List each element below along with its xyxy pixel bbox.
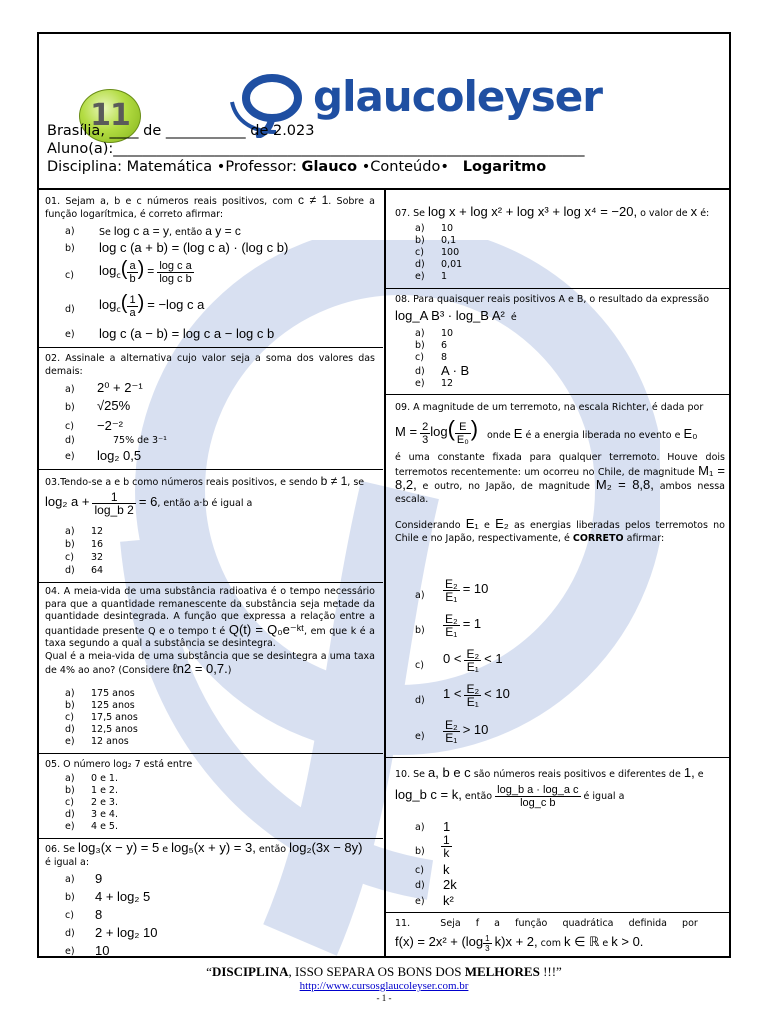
q10-b-value: $\frac{1}{k}$ <box>443 833 450 860</box>
q04-c-value: 17,5 anos <box>91 712 138 723</box>
q07-option-a: a) <box>415 223 425 234</box>
q05-option-d: d) <box>65 809 75 820</box>
page-number: - 1 - <box>376 993 392 1003</box>
question-05: 05. O número log₂ 7 está entre <box>45 759 193 770</box>
topic-name: Logaritmo <box>462 159 547 175</box>
q08-option-e: e) <box>415 378 425 389</box>
q09-d-formula: 1 < $\frac{\text{E₂}}{\text{E₁}}$ < 10 <box>443 682 510 709</box>
q04-option-c: c) <box>65 712 74 723</box>
q02-c-formula: −2⁻² <box>97 418 124 433</box>
q08-b-value: 6 <box>441 340 448 351</box>
q01-option-b: b) <box>65 243 75 254</box>
q07-option-d: d) <box>415 259 425 270</box>
q10-c-value: k <box>443 862 450 877</box>
q01-a-text: Se log c a = y, então a y = c <box>99 224 241 238</box>
question-01 <box>45 194 375 221</box>
page-frame <box>37 32 731 958</box>
right-column <box>383 190 729 956</box>
separator <box>39 753 383 754</box>
q06-option-c: c) <box>65 910 74 921</box>
q10-a-value: 1 <box>443 819 451 834</box>
q05-option-e: e) <box>65 821 75 832</box>
q03-formula: log₂ a + $\frac{1}{\log\_b 2}$ = 6, então a·b é igual a <box>45 490 253 517</box>
q10-formula: log_b c = k, então $\frac{\text{log\_b a · log\_a c}}{\text{log\_c b}}$ é igual a <box>395 784 625 809</box>
q08-formula: log_A B³ · log_B A² é <box>395 308 517 323</box>
q01-c-formula: $\log_c$( $\frac{a}{b}$ ) = $\frac{\text{log c a}}{\text{log c b}}$ <box>99 258 192 285</box>
q01-stem-2: . Sobre a função logarítmica, é correto afirmar: <box>45 196 376 220</box>
professor-name: Glauco <box>301 159 358 175</box>
q03-option-d: d) <box>65 565 75 576</box>
q01-option-d: d) <box>65 304 75 315</box>
q08-option-b: b) <box>415 340 425 351</box>
q05-e-value: 4 e 5. <box>91 821 118 832</box>
q06-c-value: 8 <box>95 907 103 922</box>
q02-b-formula: √25% <box>97 398 131 413</box>
question-10: 10. Se a, b e c são números reais positivos e diferentes de 1, e <box>395 765 704 780</box>
q07-c-value: 100 <box>441 247 460 258</box>
q01-option-c: c) <box>65 270 74 281</box>
q05-a-value: 0 e 1. <box>91 773 118 784</box>
q10-option-e: e) <box>415 896 425 907</box>
date-line: Brasília, ____ de ___________ de 2.023 <box>47 123 315 139</box>
q09-option-c: c) <box>415 660 424 671</box>
left-column <box>39 190 383 956</box>
q07-b-value: 0,1 <box>441 235 457 246</box>
q09-option-e: e) <box>415 731 425 742</box>
q09-option-b: b) <box>415 625 425 636</box>
question-08: 08. Para quaisquer reais positivos A e B, o resultado da expressão <box>395 294 710 305</box>
q06-a-value: 9 <box>95 871 103 886</box>
question-04: 04. A meia-vida de uma substância radioativa é o tempo necessário para que a quantidade remanescente da substância seja metade da quantidade desintegrada. A função que expressa a relação entre a quantidade presente Q e o tempo t é Q(t) = Q₀e⁻ᵏᵗ, em que k é a taxa segundo a qual a substância se desintegra. Qual é a meia-vida de uma substância que se desintegra a uma taxa de 4% ao ano? (Considere ℓn2 = 0,7.) <box>45 586 376 676</box>
q08-option-a: a) <box>415 328 425 339</box>
discipline-label: Disciplina: Matemática •Professor: <box>47 159 302 175</box>
q09-stem-3: é uma constante fixada para qualquer terremoto. Houve dois terremotos recentemente: um ocorreu no Chile, de magnitude M₁ = 8,2, e outro, no Japão, de magnitude M₂ = 8,8, ambos nessa escala. <box>395 452 726 505</box>
badge-number: 11 <box>90 98 130 133</box>
q06-option-a: a) <box>65 874 75 885</box>
q02-option-c: c) <box>65 421 74 432</box>
q04-e-value: 12 anos <box>91 736 129 747</box>
separator <box>39 469 383 470</box>
question-09-stem: 09. A magnitude de um terremoto, na escala Richter, é dada por <box>395 402 704 413</box>
footer-quote: “DISCIPLINA, ISSO SEPARA OS BONS DOS MELHORES !!!” <box>206 964 562 979</box>
q03-d-value: 64 <box>91 565 104 576</box>
q04-d-value: 12,5 anos <box>91 724 138 735</box>
q08-option-d: d) <box>415 366 425 377</box>
q01-condition: c ≠ 1 <box>297 193 329 207</box>
q01-option-a: a) <box>65 226 75 237</box>
q02-option-e: e) <box>65 451 75 462</box>
q09-formula: M = $\frac{2}{3}$ log( $\frac{E}{\text{E₀}}$ ) <box>395 416 479 446</box>
q04-b-value: 125 anos <box>91 700 135 711</box>
q05-c-value: 2 e 3. <box>91 797 118 808</box>
q04-option-e: e) <box>65 736 75 747</box>
question-07: 07. Se log x + log x² + log x³ + log x⁴ = −20, o valor de x é: <box>395 204 710 219</box>
q10-option-c: c) <box>415 865 424 876</box>
q08-e-value: 12 <box>441 378 454 389</box>
footer-website-link[interactable]: http://www.cursosglaucoleyser.com.br <box>299 980 469 992</box>
q06-option-d: d) <box>65 928 75 939</box>
q07-e-value: 1 <box>441 271 448 282</box>
separator <box>39 838 383 839</box>
discipline-line <box>47 159 546 175</box>
separator <box>39 347 383 348</box>
q01-b-formula: log c (a + b) = (log c a) · (log c b) <box>99 240 289 255</box>
q07-d-value: 0,01 <box>441 259 463 270</box>
question-03: 03.Tendo-se a e b como números reais positivos, e sendo b ≠ 1, se <box>45 474 365 488</box>
q07-option-e: e) <box>415 271 425 282</box>
q02-e-formula: log₂ 0,5 <box>97 448 142 463</box>
q01-stem: 01. Sejam a, b e c números reais positivos, com <box>45 196 293 207</box>
q02-option-d: d) <box>65 435 75 446</box>
q06-option-b: b) <box>65 892 75 903</box>
q06-d-value: 2 + log₂ 10 <box>95 925 158 940</box>
q02-option-a: a) <box>65 384 75 395</box>
q10-option-a: a) <box>415 822 425 833</box>
q09-c-formula: 0 < $\frac{\text{E₂}}{\text{E₁}}$ < 1 <box>443 647 503 674</box>
q05-option-b: b) <box>65 785 75 796</box>
q03-a-value: 12 <box>91 526 104 537</box>
q09-a-formula: $\frac{\text{E₂}}{\text{E₁}}$ = 10 <box>445 577 489 604</box>
question-02: 02. Assinale a alternativa cujo valor seja a soma dos valores das demais: <box>45 353 375 377</box>
q04-a-value: 175 anos <box>91 688 135 699</box>
logo-text: glaucoleyser <box>313 72 602 121</box>
q07-a-value: 10 <box>441 223 454 234</box>
q07-option-c: c) <box>415 247 424 258</box>
q07-option-b: b) <box>415 235 425 246</box>
q01-d-formula: $\log_c$( $\frac{1}{a}$ ) = −log c a <box>99 292 205 319</box>
q04-option-b: b) <box>65 700 75 711</box>
question-11: 11. Seja f a função quadrática definida por <box>395 918 698 929</box>
header <box>39 34 729 190</box>
separator <box>39 582 383 583</box>
q10-option-b: b) <box>415 846 425 857</box>
q09-stem-2: onde E é a energia liberada no evento e E₀ <box>487 426 698 441</box>
content-label: •Conteúdo• <box>357 159 449 175</box>
q10-d-value: 2k <box>443 877 457 892</box>
q02-d-text: 75% de 3⁻¹ <box>113 435 167 446</box>
q03-b-value: 16 <box>91 539 104 550</box>
q05-option-a: a) <box>65 773 75 784</box>
q03-option-a: a) <box>65 526 75 537</box>
q05-option-c: c) <box>65 797 74 808</box>
q10-e-value: k² <box>443 893 454 908</box>
q06-b-value: 4 + log₂ 5 <box>95 889 151 904</box>
q03-option-c: c) <box>65 552 74 563</box>
q02-a-formula: 2⁰ + 2⁻¹ <box>97 380 143 395</box>
student-line: Aluno(a):_________________________________________________________________ <box>47 141 585 157</box>
q04-option-d: d) <box>65 724 75 735</box>
q05-d-value: 3 e 4. <box>91 809 118 820</box>
q08-a-value: 10 <box>441 328 454 339</box>
q02-option-b: b) <box>65 402 75 413</box>
q09-b-formula: $\frac{\text{E₂}}{\text{E₁}}$ = 1 <box>445 612 482 639</box>
q05-b-value: 1 e 2. <box>91 785 118 796</box>
q04-option-a: a) <box>65 688 75 699</box>
q03-option-b: b) <box>65 539 75 550</box>
separator <box>385 757 729 758</box>
q06-option-e: e) <box>65 946 75 957</box>
separator <box>385 394 729 395</box>
q11-formula: f(x) = 2x² + (log $\frac{1}{3}$ k)x + 2, com k ∈ ℝ e k > 0. <box>395 934 644 953</box>
q09-stem-4: Considerando E₁ e E₂ as energias liberadas pelos terremotos no Chile e no Japão, respectivamente, é CORRETO afirmar: <box>395 516 725 544</box>
q01-option-e: e) <box>65 329 75 340</box>
question-06: 06. Se log₃(x − y) = 5 e log₅(x + y) = 3, então log₂(3x − 8y) é igual a: <box>45 840 363 868</box>
q08-option-c: c) <box>415 352 424 363</box>
q08-d-value: A · B <box>441 363 470 378</box>
q09-e-formula: $\frac{\text{E₂}}{\text{E₁}}$ > 10 <box>445 718 489 745</box>
separator <box>385 288 729 289</box>
q09-option-a: a) <box>415 590 425 601</box>
separator <box>385 912 729 913</box>
q09-option-d: d) <box>415 695 425 706</box>
q06-e-value: 10 <box>95 943 110 958</box>
q01-e-formula: log c (a − b) = log c a − log c b <box>99 326 275 341</box>
q03-c-value: 32 <box>91 552 104 563</box>
q10-option-d: d) <box>415 880 425 891</box>
q08-c-value: 8 <box>441 352 448 363</box>
